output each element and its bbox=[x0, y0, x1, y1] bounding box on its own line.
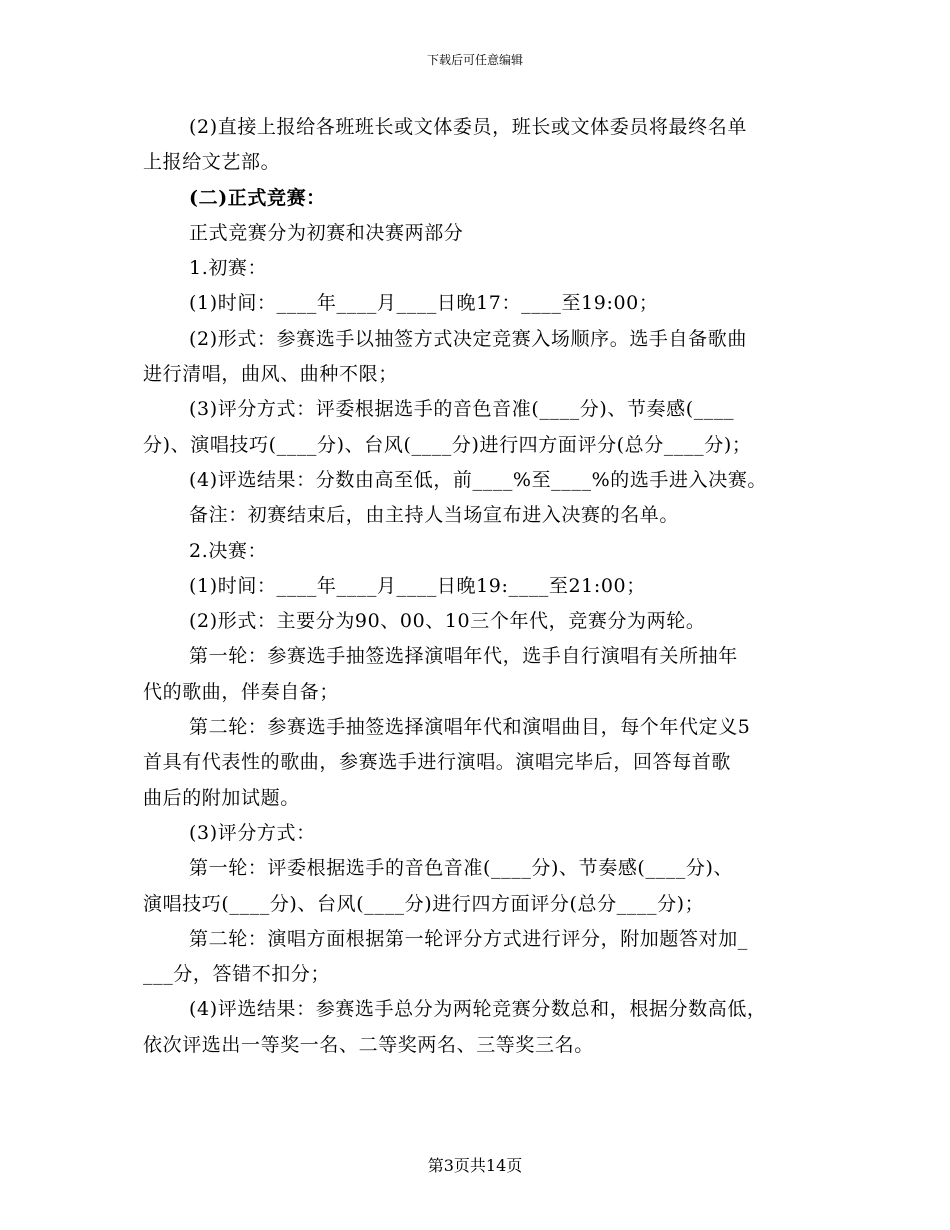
paragraph-line: 代的歌曲，伴奏自备； bbox=[143, 680, 340, 703]
paragraph-line: (2)形式：参赛选手以抽签方式决定竞赛入场顺序。选手自备歌曲 bbox=[189, 327, 747, 350]
paragraph-line: (2)直接上报给各班班长或文体委员，班长或文体委员将最终名单 bbox=[189, 116, 747, 138]
paragraph-line: 分)、演唱技巧(____分)、台风(____分)进行四方面评分(总分____分)； bbox=[143, 433, 752, 456]
paragraph-line: (1)时间：____年____月____日晚19:____至21:00； bbox=[189, 574, 646, 597]
paragraph-line: 备注：初赛结束后，由主持人当场宣布进入决赛的名单。 bbox=[189, 504, 680, 527]
paragraph-line: (3)评分方式：评委根据选手的音色音准(____分)、节奏感(____ bbox=[189, 398, 735, 421]
paragraph-line: 第二轮：参赛选手抽签选择演唱年代和演唱曲目，每个年代定义5 bbox=[189, 716, 751, 739]
paragraph-line: 依次评选出一等奖一名、二等奖两名、三等奖三名。 bbox=[143, 1033, 594, 1056]
paragraph-line: 第一轮：评委根据选手的音色音准(____分)、节奏感(____分)、 bbox=[189, 857, 734, 880]
paragraph-line: 2.决赛： bbox=[189, 539, 268, 562]
paragraph-line: (2)形式：主要分为90、00、10三个年代，竞赛分为两轮。 bbox=[189, 610, 706, 633]
paragraph-line: 上报给文艺部。 bbox=[143, 151, 281, 174]
paragraph-line: 曲后的附加试题。 bbox=[143, 786, 300, 809]
document-body bbox=[143, 110, 823, 1063]
paragraph-line: 1.初赛： bbox=[189, 257, 268, 280]
paragraph-line: (1)时间：____年____月____日晚17：____至19:00； bbox=[189, 292, 659, 315]
paragraph-line: ___分，答错不扣分； bbox=[143, 963, 331, 986]
page-number: 第3页共14页 bbox=[427, 1156, 523, 1175]
section-heading: (二)正式竞赛： bbox=[189, 186, 326, 209]
paragraph-line: (3)评分方式： bbox=[189, 821, 316, 844]
paragraph-line: 第一轮：参赛选手抽签选择演唱年代，选手自行演唱有关所抽年 bbox=[189, 645, 738, 668]
page-header: 下载后可任意编辑 bbox=[426, 53, 523, 67]
paragraph-line: 进行清唱，曲风、曲种不限； bbox=[143, 363, 398, 386]
paragraph-line: 首具有代表性的歌曲，参赛选手进行演唱。演唱完毕后，回答每首歌 bbox=[143, 751, 732, 774]
paragraph-line: (4)评选结果：分数由高至低，前____%至____%的选手进入决赛。 bbox=[189, 468, 768, 491]
paragraph-line: 演唱技巧(____分)、台风(____分)进行四方面评分(总分____分)； bbox=[143, 892, 705, 915]
paragraph-line: 第二轮：演唱方面根据第一轮评分方式进行评分，附加题答对加_ bbox=[189, 927, 748, 950]
paragraph-line: (4)评选结果：参赛选手总分为两轮竞赛分数总和，根据分数高低， bbox=[189, 998, 767, 1021]
paragraph-line: 正式竞赛分为初赛和决赛两部分 bbox=[189, 221, 464, 244]
